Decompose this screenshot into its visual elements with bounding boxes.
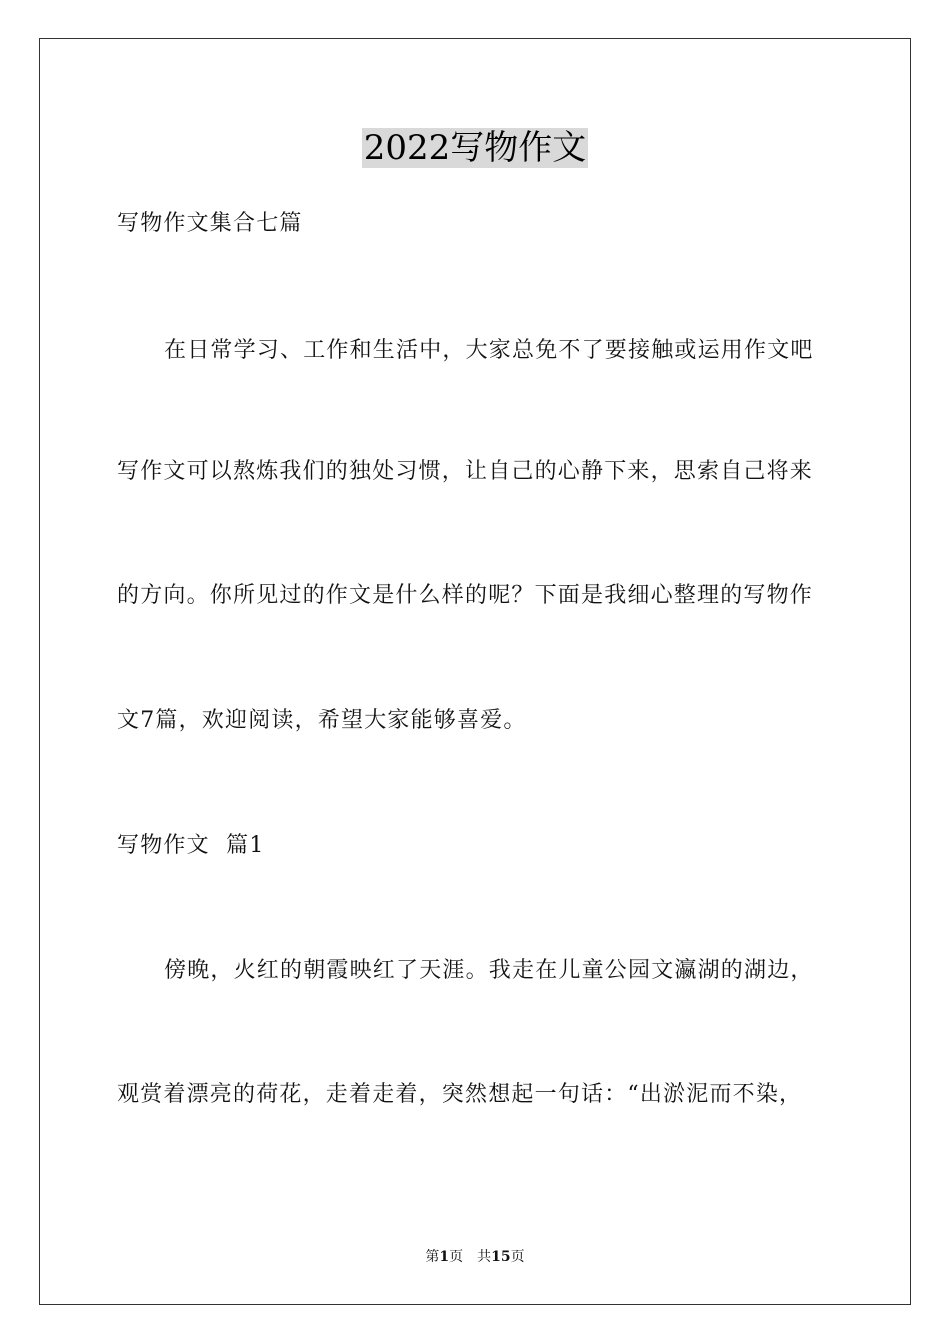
section-line-2: 观赏着漂亮的荷花，走着走着，突然想起一句话：“出淤泥而不染，	[117, 1082, 803, 1107]
footer-page-number: 1	[439, 1249, 450, 1265]
intro-line-1: 在日常学习、工作和生活中，大家总免不了要接触或运用作文吧	[164, 338, 814, 363]
footer-page-suffix: 页	[449, 1249, 464, 1265]
document-title: 2022写物作文	[363, 128, 587, 168]
footer-total-prefix: 共	[477, 1249, 492, 1265]
section-heading: 写物作文 篇1	[117, 833, 265, 858]
footer-page-prefix: 第	[425, 1249, 440, 1265]
title-container	[0, 128, 950, 168]
intro-line-2: 写作文可以熬炼我们的独处习惯，让自己的心静下来，思索自己将来	[117, 459, 814, 484]
page-footer	[0, 1247, 950, 1267]
footer-total-suffix: 页	[510, 1249, 525, 1265]
section-line-1: 傍晚，火红的朝霞映红了天涯。我走在儿童公园文瀛湖的湖边，	[164, 958, 814, 983]
intro-line-4: 文7篇，欢迎阅读，希望大家能够喜爱。	[117, 708, 527, 733]
document-subtitle: 写物作文集合七篇	[117, 211, 303, 236]
intro-line-3: 的方向。你所见过的作文是什么样的呢？下面是我细心整理的写物作	[117, 583, 814, 608]
footer-total-pages: 15	[491, 1249, 511, 1265]
